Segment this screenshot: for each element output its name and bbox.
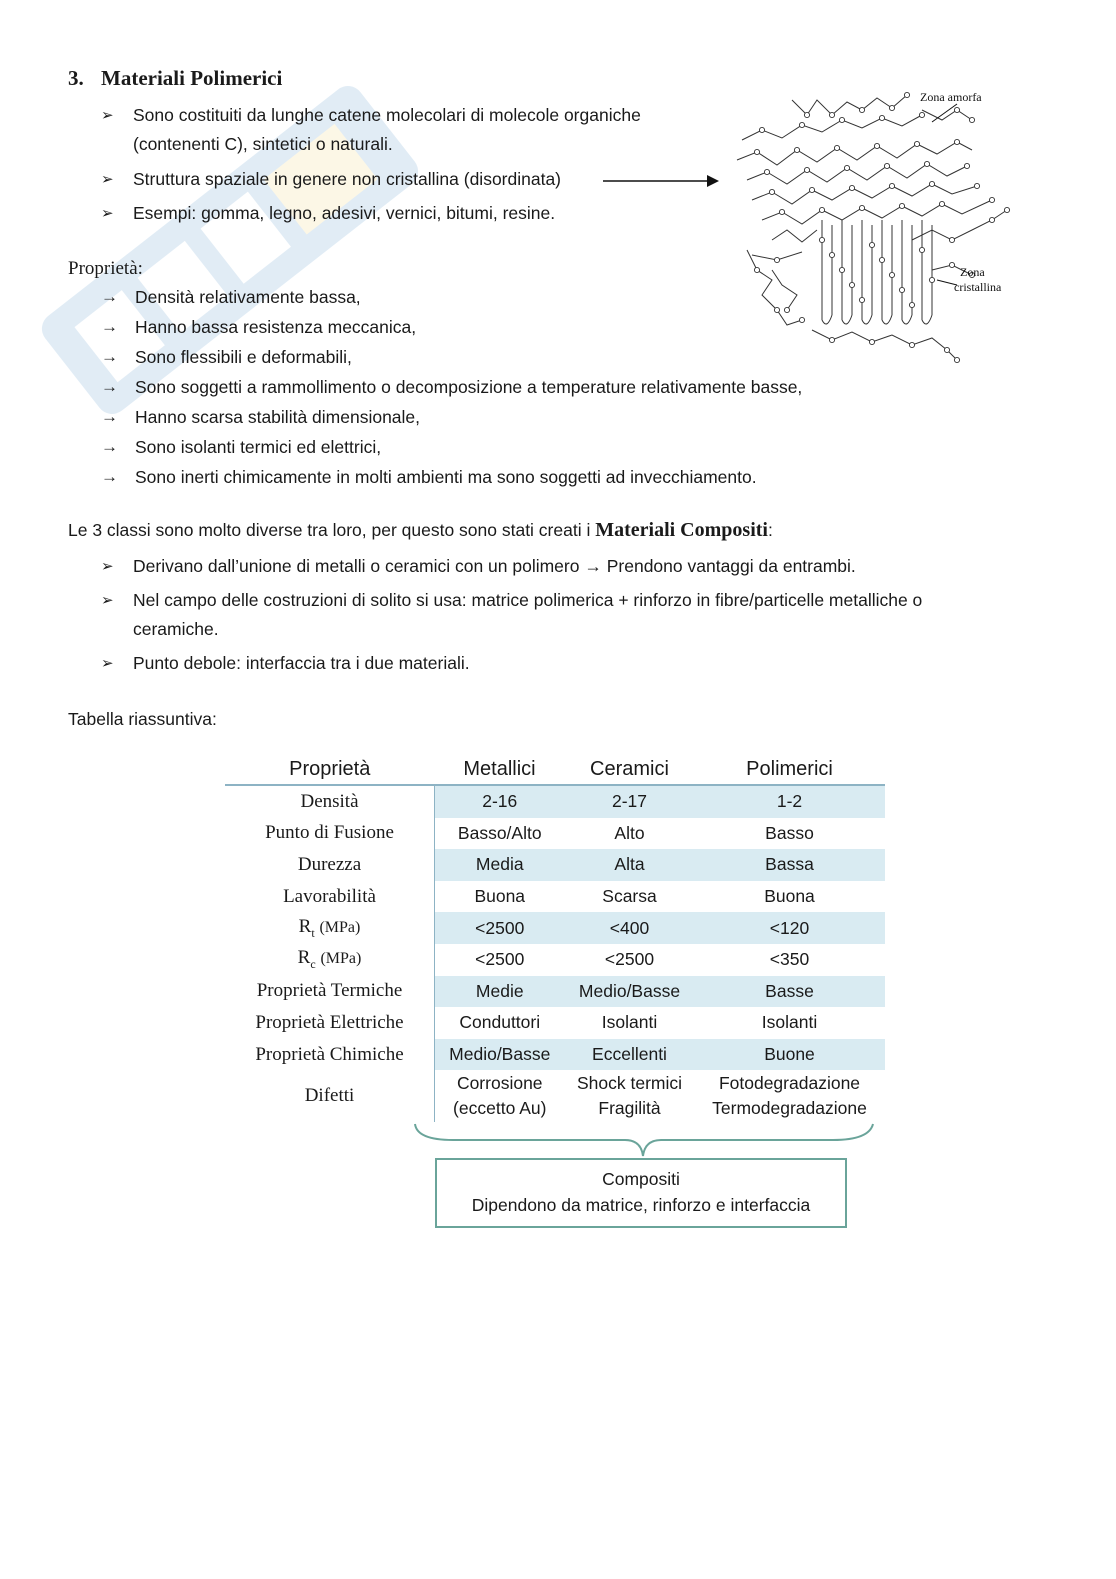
property-name: Densità bbox=[225, 785, 435, 818]
property-item: → Hanno bassa resistenza meccanica, bbox=[101, 317, 417, 337]
property-item: → Densità relativamente bassa, bbox=[101, 287, 361, 307]
right-arrow-icon: → bbox=[101, 407, 118, 426]
bullet-2: ➢ Struttura spaziale in genere non cristallina (disordinata) bbox=[133, 165, 561, 194]
header-cell: Polimerici bbox=[695, 754, 885, 785]
table-row: Punto di Fusione Basso/Alto Alto Basso bbox=[225, 818, 885, 850]
right-arrow-icon: → bbox=[101, 317, 118, 336]
property-name: Proprietà Termiche bbox=[225, 976, 435, 1008]
property-name: Proprietà Elettriche bbox=[225, 1007, 435, 1039]
property-item: → Sono isolanti termici ed elettrici, bbox=[101, 437, 382, 457]
label-cristallina: cristallina bbox=[954, 280, 1002, 294]
section-number: 3. bbox=[68, 66, 84, 90]
bullet-arrow-icon: ➢ bbox=[101, 171, 114, 188]
bullet-arrow-icon: ➢ bbox=[101, 205, 114, 222]
property-name: Proprietà Chimiche bbox=[225, 1039, 435, 1071]
table-row: Difetti Corrosione (eccetto Au) Shock termici Fragilità Fotodegradazione Termodegradazione bbox=[225, 1070, 885, 1122]
composite-bullet-2: ➢ Nel campo delle costruzioni di solito si usa: matrice polimerica + rinforzo in fibre/particelle metalliche o bbox=[133, 586, 922, 615]
section-title: Materiali Polimerici bbox=[101, 66, 283, 90]
property-name: $R_t$ (MPa) bbox=[225, 912, 435, 944]
pointer-arrow-icon bbox=[603, 173, 721, 189]
label-zona-amorfa: Zona amorfa bbox=[920, 90, 982, 104]
right-arrow-icon: → bbox=[101, 437, 118, 456]
table-header-row bbox=[225, 754, 885, 785]
bullet-3: ➢ Esempi: gomma, legno, adesivi, vernici, bitumi, resine. bbox=[133, 199, 555, 228]
composites-box-title: Compositi bbox=[602, 1169, 680, 1189]
property-name: Difetti bbox=[225, 1070, 435, 1122]
bullet-arrow-icon: ➢ bbox=[101, 558, 114, 575]
property-name: Punto di Fusione bbox=[225, 818, 435, 850]
right-arrow-icon: → bbox=[101, 287, 118, 306]
summary-table bbox=[225, 754, 885, 1122]
composite-bullet-2-cont: ceramiche. bbox=[133, 619, 219, 639]
bullet-arrow-icon: ➢ bbox=[101, 107, 114, 124]
properties-heading: Proprietà: bbox=[68, 258, 143, 279]
table-row: Densità 2-16 2-17 1-2 bbox=[225, 785, 885, 818]
table-row: Proprietà Termiche Medie Medio/Basse Basse bbox=[225, 976, 885, 1008]
header-cell: Ceramici bbox=[565, 754, 695, 785]
implies-arrow-icon: → bbox=[584, 556, 602, 576]
property-item: → Sono inerti chimicamente in molti ambienti ma sono soggetti ad invecchiamento. bbox=[101, 467, 757, 487]
bullet-1: ➢ Sono costituiti da lunghe catene molecolari di molecole organiche bbox=[133, 101, 641, 130]
right-arrow-icon: → bbox=[101, 467, 118, 486]
right-arrow-icon: → bbox=[101, 347, 118, 366]
table-row: Durezza Media Alta Bassa bbox=[225, 849, 885, 881]
curly-brace-icon bbox=[413, 1120, 877, 1160]
composite-bullet-3: ➢ Punto debole: interfaccia tra i due materiali. bbox=[133, 649, 470, 678]
bullet-arrow-icon: ➢ bbox=[101, 592, 114, 609]
polymer-structure-diagram bbox=[732, 80, 1022, 370]
header-cell: Metallici bbox=[435, 754, 565, 785]
composites-box bbox=[435, 1158, 847, 1228]
table-row: Proprietà Chimiche Medio/Basse Eccellenti Buone bbox=[225, 1039, 885, 1071]
property-item: → Sono soggetti a rammollimento o decomposizione a temperature relativamente basse, bbox=[101, 377, 803, 397]
table-row: $R_c$ (MPa) <2500 <2500 <350 bbox=[225, 944, 885, 976]
composites-box-text: Dipendono da matrice, rinforzo e interfaccia bbox=[471, 1195, 811, 1215]
property-item: → Sono flessibili e deformabili, bbox=[101, 347, 352, 367]
header-cell: Proprietà bbox=[225, 754, 435, 785]
bullet-arrow-icon: ➢ bbox=[101, 655, 114, 672]
property-item: → Hanno scarsa stabilità dimensionale, bbox=[101, 407, 421, 427]
section-heading bbox=[68, 66, 282, 91]
composites-intro: Le 3 classi sono molto diverse tra loro, per questo sono stati creati i Materiali Compositi: bbox=[68, 519, 773, 541]
property-name: $R_c$ (MPa) bbox=[225, 944, 435, 976]
composite-bullet-1: ➢ Derivano dall’unione di metalli o ceramici con un polimero → Prendono vantaggi da entrambi. bbox=[133, 552, 856, 581]
label-zona: Zona bbox=[960, 265, 985, 279]
property-name: Durezza bbox=[225, 849, 435, 881]
property-name: Lavorabilità bbox=[225, 881, 435, 913]
composites-bold-term: Materiali Compositi bbox=[595, 519, 768, 541]
right-arrow-icon: → bbox=[101, 377, 118, 396]
table-row: $R_t$ (MPa) <2500 <400 <120 bbox=[225, 912, 885, 944]
table-row: Lavorabilità Buona Scarsa Buona bbox=[225, 881, 885, 913]
table-caption: Tabella riassuntiva: bbox=[68, 709, 217, 729]
bullet-1-cont: (contenenti C), sintetici o naturali. bbox=[133, 134, 393, 154]
table-row: Proprietà Elettriche Conduttori Isolanti Isolanti bbox=[225, 1007, 885, 1039]
